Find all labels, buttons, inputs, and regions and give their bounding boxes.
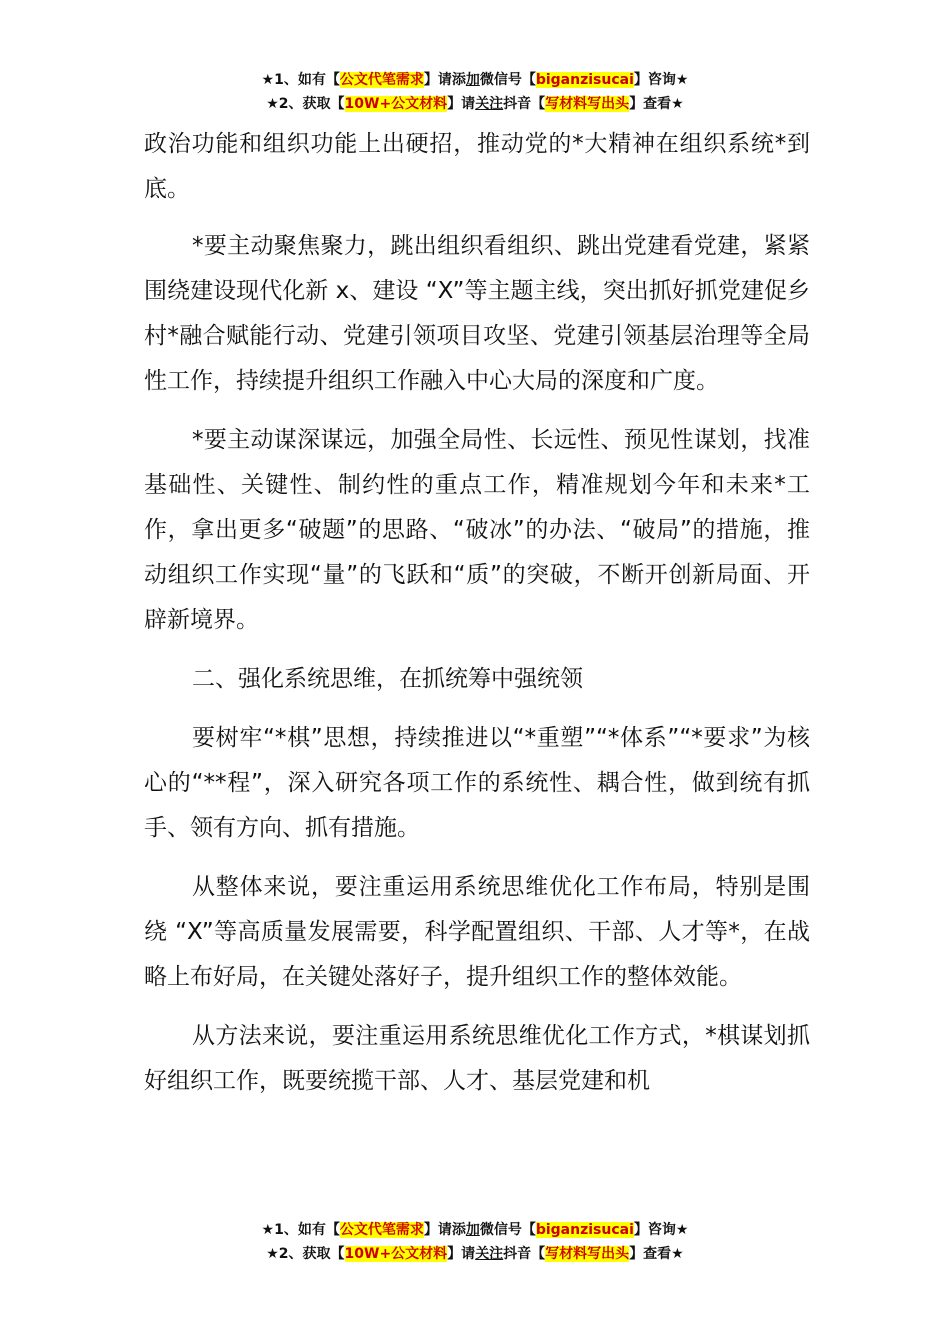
banner-text: 】查看★ — [629, 1246, 684, 1262]
underlined-text: 关注 — [475, 96, 504, 112]
banner-line-1 — [0, 1218, 950, 1242]
highlight-materials: 10W+公文材料 — [344, 1246, 448, 1262]
banner-text: 】请添 — [423, 72, 466, 88]
banner-text: 微信号【 — [479, 72, 536, 88]
highlight-service: 公文代笔需求 — [339, 1222, 424, 1238]
banner-text: ★1、如有【 — [261, 1222, 340, 1238]
paragraph: 从方法来说，要注重运用系统思维优化工作方式，*棋谋划抓好组织工作，既要统揽干部、人才、基层党建和机 — [144, 1023, 810, 1094]
banner-line-2 — [0, 92, 950, 116]
highlight-douyin-account: 写材料写出头 — [545, 1246, 630, 1262]
underlined-text: 加 — [465, 1222, 480, 1238]
banner-line-2 — [0, 1242, 950, 1266]
banner-text: ★2、获取【 — [266, 96, 345, 112]
highlight-wechat-id: biganzisucai — [535, 72, 634, 88]
banner-text: 】查看★ — [629, 96, 684, 112]
paragraph: *要主动谋深谋远，加强全局性、长远性、预见性谋划，找准基础性、关键性、制约性的重点工作，精准规划今年和未来*工作，拿出更多“破题”的思路、“破冰”的办法、“破局”的措施，推动组织工作实现“量”的飞跃和“质”的突破，不断开创新局面、开辟新境界。 — [144, 427, 810, 633]
banner-text: 微信号【 — [479, 1222, 536, 1238]
banner-text: ★1、如有【 — [261, 72, 340, 88]
underlined-text: 加 — [465, 72, 480, 88]
underlined-text: 关注 — [475, 1246, 504, 1262]
banner-text: 抖音【 — [503, 1246, 546, 1262]
banner-text: 抖音【 — [503, 96, 546, 112]
header-banner — [0, 68, 950, 116]
banner-text: 】请 — [447, 96, 476, 112]
paragraph: 要树牢“*棋”思想，持续推进以“*重塑”“*体系”“*要求”为核心的“**程”，深入研究各项工作的系统性、耦合性，做到统有抓手、领有方向、抓有措施。 — [144, 725, 810, 841]
highlight-douyin-account: 写材料写出头 — [545, 96, 630, 112]
banner-text: 】请添 — [423, 1222, 466, 1238]
banner-text: 】请 — [447, 1246, 476, 1262]
highlight-service: 公文代笔需求 — [339, 72, 424, 88]
paragraph: *要主动聚焦聚力，跳出组织看组织、跳出党建看党建，紧紧围绕建设现代化新 x、建设 “X”等主题主线，突出抓好抓党建促乡村*融合赋能行动、党建引领项目攻坚、党建引领基层治理等全局性工作，持续提升组织工作融入中心大局的深度和广度。 — [144, 233, 810, 394]
highlight-materials: 10W+公文材料 — [344, 96, 448, 112]
banner-line-1 — [0, 68, 950, 92]
section-heading: 二、强化系统思维，在抓统筹中强统领 — [192, 666, 583, 692]
footer-banner — [0, 1218, 950, 1266]
paragraph: 从整体来说，要注重运用系统思维优化工作布局，特别是围绕 “X”等高质量发展需要，科学配置组织、干部、人才等*，在战略上布好局，在关键处落好子，提升组织工作的整体效能。 — [144, 874, 810, 990]
paragraph: 政治功能和组织功能上出硬招，推动党的*大精神在组织系统*到底。 — [144, 131, 810, 202]
highlight-wechat-id: biganzisucai — [535, 1222, 634, 1238]
banner-text: ★2、获取【 — [266, 1246, 345, 1262]
banner-text: 】咨询★ — [633, 1222, 689, 1238]
banner-text: 】咨询★ — [633, 72, 689, 88]
document-body — [144, 122, 810, 1118]
